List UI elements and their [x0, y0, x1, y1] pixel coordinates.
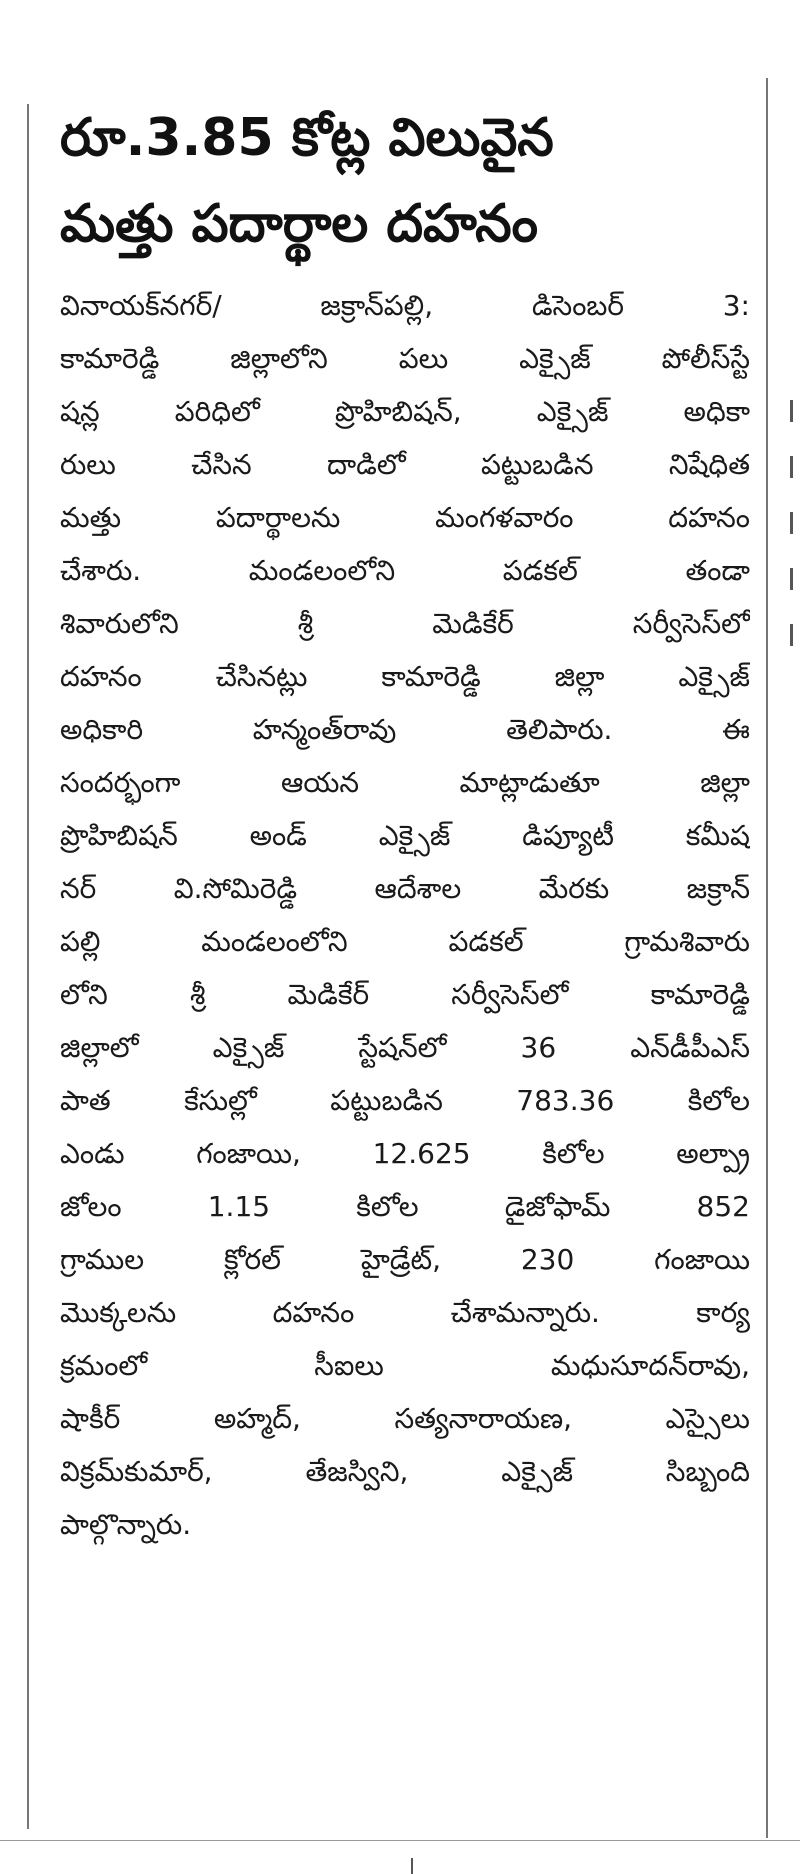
body-line-last: పాల్గొన్నారు.: [60, 1508, 192, 1541]
headline-line-1: రూ.3.85 కోట్ల విలువైన: [60, 108, 554, 168]
body-line-dateline: వినాయక్‌నగర్/ జక్రాన్‌పల్లి, డిసెంబర్ 3:: [60, 289, 750, 322]
bottom-divider-tick: [411, 1858, 413, 1874]
body-line: జోలం 1.15 కిలోల డైజోఫామ్ 852: [60, 1190, 750, 1223]
body-line: మత్తు పదార్థాలను మంగళవారం దహనం: [60, 501, 750, 534]
column-rule-left: [27, 104, 29, 1829]
body-line: పాత కేసుల్లో పట్టుబడిన 783.36 కిలోల: [60, 1084, 750, 1117]
article-body: [60, 279, 750, 1551]
body-line: శివారులోని శ్రీ మెడికేర్ సర్వీసెస్‌లో: [60, 607, 750, 640]
body-line: క్రమంలో సీఐలు మధుసూదన్‌రావు,: [60, 1349, 750, 1382]
body-line: నర్ వి.సోమిరెడ్డి ఆదేశాల మేరకు జక్రాన్: [60, 872, 750, 905]
body-line: రులు చేసిన దాడిలో పట్టుబడిన నిషేధిత: [60, 448, 750, 481]
body-line: సందర్భంగా ఆయన మాట్లాడుతూ జిల్లా: [60, 766, 750, 799]
body-line: లోని శ్రీ మెడికేర్ సర్వీసెస్‌లో కామారెడ్డి: [60, 978, 750, 1011]
body-line: చేశారు. మండలంలోని పడకల్ తండా: [60, 554, 750, 587]
body-line: షాకీర్ అహ్మద్, సత్యనారాయణ, ఎస్సైలు: [60, 1402, 750, 1435]
adjacent-column-edge: [790, 400, 793, 680]
body-line: ప్రొహిబిషన్ అండ్ ఎక్సైజ్ డిప్యూటీ కమీష: [60, 819, 750, 852]
body-line: జిల్లాలో ఎక్సైజ్ స్టేషన్‌లో 36 ఎన్‌డీపీఎస్: [60, 1031, 750, 1064]
body-line: కామారెడ్డి జిల్లాలోని పలు ఎక్సైజ్ పోలీస్‌స్టే: [60, 342, 750, 375]
column-rule-right: [766, 78, 768, 1838]
body-line: అధికారి హన్మంత్‌రావు తెలిపారు. ఈ: [60, 713, 750, 746]
page-bottom-rule: [0, 1840, 800, 1841]
body-line: పల్లి మండలంలోని పడకల్ గ్రామశివారు: [60, 925, 750, 958]
body-line: గ్రాముల క్లోరల్ హైడ్రేట్, 230 గంజాయి: [60, 1243, 750, 1276]
news-article: [60, 95, 750, 1551]
article-headline: [60, 95, 750, 267]
body-line: దహనం చేసినట్లు కామారెడ్డి జిల్లా ఎక్సైజ్: [60, 660, 750, 693]
body-line: మొక్కలను దహనం చేశామన్నారు. కార్య: [60, 1296, 750, 1329]
body-line: ఎండు గంజాయి, 12.625 కిలోల అల్ప్రా: [60, 1137, 750, 1170]
headline-line-2: మత్తు పదార్థాల దహనం: [60, 194, 538, 254]
body-line: విక్రమ్‌కుమార్, తేజస్విని, ఎక్సైజ్ సిబ్బంది: [60, 1455, 750, 1488]
body-line: షన్ల పరిధిలో ప్రొహిబిషన్, ఎక్సైజ్ అధికా: [60, 395, 750, 428]
